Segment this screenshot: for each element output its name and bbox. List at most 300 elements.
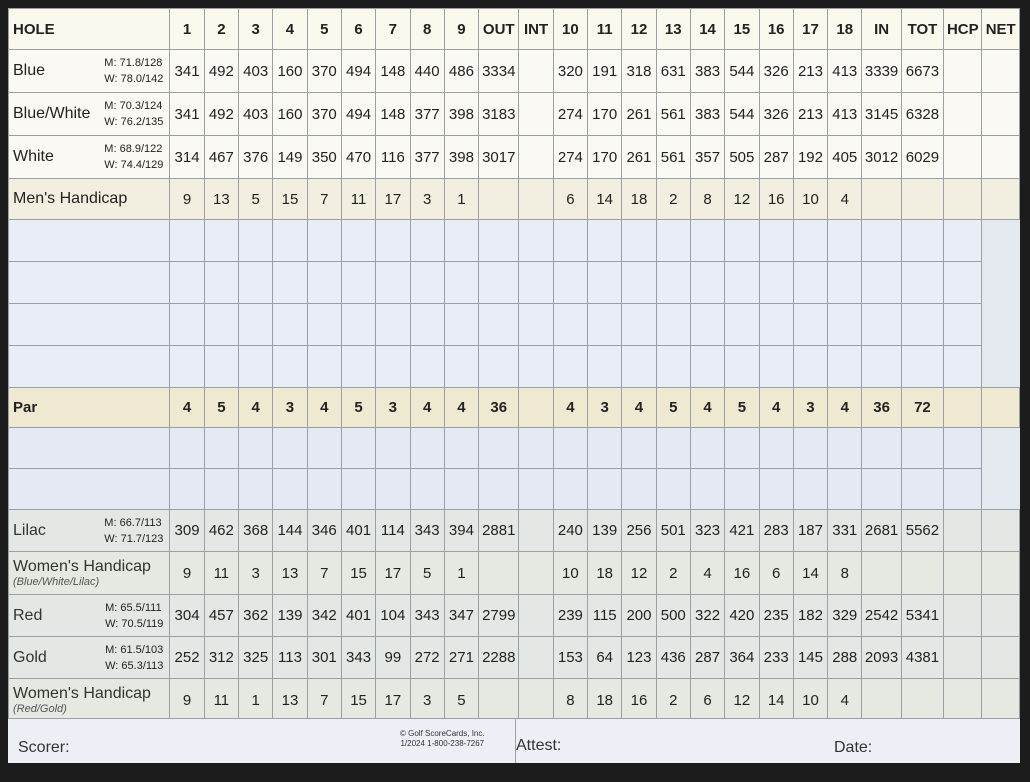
score-entry-cell[interactable]: [273, 304, 307, 346]
out-cell: 3334: [479, 50, 519, 93]
yardage-cell: 376: [239, 136, 273, 179]
score-entry-cell[interactable]: [410, 304, 444, 346]
score-entry-cell[interactable]: [239, 469, 273, 510]
tot-cell: 5341: [901, 595, 943, 637]
tee-row: [9, 50, 1020, 93]
score-entry-cell[interactable]: [725, 220, 759, 262]
score-entry-cell[interactable]: [341, 469, 375, 510]
hole-number: 17: [793, 9, 827, 50]
score-entry-cell[interactable]: [376, 428, 410, 469]
yardage-cell: 494: [341, 93, 375, 136]
score-entry-cell[interactable]: [725, 469, 759, 510]
yardage-cell: 486: [444, 50, 478, 93]
score-entry-cell[interactable]: [410, 262, 444, 304]
score-entry-cell[interactable]: [204, 469, 238, 510]
net-cell[interactable]: [982, 679, 1020, 722]
yardage-cell: 323: [690, 510, 724, 552]
yardage-cell: 492: [204, 93, 238, 136]
in-cell: [862, 552, 901, 595]
yardage-cell: 11: [341, 179, 375, 220]
yardage-cell: 4: [410, 388, 444, 428]
yardage-cell: 368: [239, 510, 273, 552]
tot-header: TOT: [901, 9, 943, 50]
handicap-title: Women's Handicap: [13, 685, 151, 703]
score-entry-cell[interactable]: [170, 262, 204, 304]
hcp-cell[interactable]: [944, 93, 982, 136]
score-entry-cell[interactable]: [410, 220, 444, 262]
int-cell[interactable]: [519, 679, 553, 722]
score-entry-cell[interactable]: [479, 346, 519, 388]
in-cell: 36: [862, 388, 901, 428]
yardage-cell: 3: [588, 388, 622, 428]
net-cell[interactable]: [982, 510, 1020, 552]
par-label: Par: [9, 388, 170, 428]
score-entry-cell[interactable]: [553, 469, 587, 510]
score-entry-cell[interactable]: [656, 262, 690, 304]
score-entry-cell[interactable]: [828, 304, 862, 346]
yardage-cell: 403: [239, 93, 273, 136]
yardage-cell: 500: [656, 595, 690, 637]
yardage-cell: 8: [553, 679, 587, 722]
score-entry-cell[interactable]: [519, 428, 553, 469]
tee-name: Blue/White: [13, 105, 91, 122]
yardage-cell: 470: [341, 136, 375, 179]
score-entry-cell[interactable]: [204, 346, 238, 388]
tee-rating: [105, 600, 163, 632]
score-entry-cell[interactable]: [622, 304, 656, 346]
yardage-cell: 239: [553, 595, 587, 637]
score-entry-cell[interactable]: [759, 469, 793, 510]
score-entry-cell[interactable]: [828, 428, 862, 469]
score-entry-cell[interactable]: [588, 346, 622, 388]
score-entry-cell[interactable]: [273, 346, 307, 388]
score-entry-cell[interactable]: [793, 469, 827, 510]
int-cell[interactable]: [519, 388, 553, 428]
score-entry-cell[interactable]: [759, 220, 793, 262]
tee-label: [9, 637, 170, 679]
yardage-cell: 252: [170, 637, 204, 679]
score-entry-cell[interactable]: [341, 428, 375, 469]
score-entry-cell[interactable]: [553, 346, 587, 388]
score-entry-cell[interactable]: [944, 428, 982, 469]
yardage-cell: 4: [239, 388, 273, 428]
hcp-cell[interactable]: [944, 637, 982, 679]
score-entry-cell[interactable]: [273, 220, 307, 262]
yardage-cell: 191: [588, 50, 622, 93]
score-entry-cell[interactable]: [944, 469, 982, 510]
score-entry-cell[interactable]: [376, 346, 410, 388]
attest-label: Attest:: [516, 737, 562, 754]
int-cell[interactable]: [519, 637, 553, 679]
score-entry-cell[interactable]: [479, 304, 519, 346]
yardage-cell: 6: [553, 179, 587, 220]
tee-rating: [104, 141, 163, 173]
score-entry-cell[interactable]: [444, 346, 478, 388]
score-entry-cell[interactable]: [553, 220, 587, 262]
score-entry-cell[interactable]: [273, 469, 307, 510]
score-entry-cell[interactable]: [690, 262, 724, 304]
hole-number: 16: [759, 9, 793, 50]
score-entry-cell[interactable]: [862, 304, 901, 346]
tee-row: [9, 595, 1020, 637]
score-entry-cell[interactable]: [622, 262, 656, 304]
score-entry-cell[interactable]: [170, 220, 204, 262]
int-cell[interactable]: [519, 50, 553, 93]
score-entry-cell[interactable]: [944, 262, 982, 304]
score-entry-cell[interactable]: [725, 346, 759, 388]
yardage-cell: 318: [622, 50, 656, 93]
score-entry-cell[interactable]: [444, 428, 478, 469]
scorecard-table: [8, 8, 1020, 722]
in-cell: 2681: [862, 510, 901, 552]
score-entry-cell[interactable]: [204, 220, 238, 262]
net-cell[interactable]: [982, 552, 1020, 595]
player-row: [9, 428, 1020, 469]
score-entry-cell[interactable]: [622, 220, 656, 262]
score-entry-cell[interactable]: [410, 346, 444, 388]
hole-label: HOLE: [9, 9, 170, 50]
yardage-cell: 394: [444, 510, 478, 552]
score-entry-cell[interactable]: [410, 428, 444, 469]
score-entry-cell[interactable]: [479, 469, 519, 510]
score-entry-cell[interactable]: [622, 428, 656, 469]
yardage-cell: 331: [828, 510, 862, 552]
player-name-cell[interactable]: [9, 262, 170, 304]
yardage-cell: 4: [690, 552, 724, 595]
score-entry-cell[interactable]: [725, 262, 759, 304]
int-cell[interactable]: [519, 93, 553, 136]
score-entry-cell[interactable]: [307, 346, 341, 388]
score-entry-cell[interactable]: [901, 428, 943, 469]
tot-cell: [901, 679, 943, 722]
player-name-cell[interactable]: [9, 469, 170, 510]
yardage-cell: 240: [553, 510, 587, 552]
out-cell: 36: [479, 388, 519, 428]
yardage-cell: 288: [828, 637, 862, 679]
yardage-cell: 5: [204, 388, 238, 428]
score-entry-cell[interactable]: [901, 220, 943, 262]
handicap-label: [9, 552, 170, 595]
yardage-cell: 5: [444, 679, 478, 722]
score-entry-cell[interactable]: [690, 304, 724, 346]
int-cell[interactable]: [519, 136, 553, 179]
yardage-cell: 7: [307, 552, 341, 595]
yardage-cell: 421: [725, 510, 759, 552]
yardage-cell: 256: [622, 510, 656, 552]
hcp-cell[interactable]: [944, 179, 982, 220]
score-entry-cell[interactable]: [656, 428, 690, 469]
score-entry-cell[interactable]: [862, 469, 901, 510]
tot-cell: 6328: [901, 93, 943, 136]
hole-number: 11: [588, 9, 622, 50]
yardage-cell: 7: [307, 179, 341, 220]
tee-label: [9, 93, 170, 136]
score-entry-cell[interactable]: [793, 304, 827, 346]
score-entry-cell[interactable]: [444, 304, 478, 346]
hcp-cell[interactable]: [944, 595, 982, 637]
int-cell[interactable]: [519, 510, 553, 552]
score-entry-cell[interactable]: [690, 428, 724, 469]
score-entry-cell[interactable]: [444, 469, 478, 510]
score-entry-cell[interactable]: [444, 262, 478, 304]
score-entry-cell[interactable]: [239, 428, 273, 469]
out-header: OUT: [479, 9, 519, 50]
hcp-cell[interactable]: [944, 50, 982, 93]
score-entry-cell[interactable]: [376, 469, 410, 510]
score-entry-cell[interactable]: [553, 262, 587, 304]
score-entry-cell[interactable]: [944, 220, 982, 262]
player-name-cell[interactable]: [9, 428, 170, 469]
score-entry-cell[interactable]: [862, 220, 901, 262]
hcp-cell[interactable]: [944, 510, 982, 552]
score-entry-cell[interactable]: [376, 304, 410, 346]
handicap-title: Women's Handicap: [13, 558, 151, 576]
yardage-cell: 3: [410, 179, 444, 220]
yardage-cell: 2: [656, 552, 690, 595]
hcp-cell[interactable]: [944, 552, 982, 595]
yardage-cell: 283: [759, 510, 793, 552]
score-entry-cell[interactable]: [828, 346, 862, 388]
score-entry-cell[interactable]: [239, 220, 273, 262]
yardage-cell: 398: [444, 93, 478, 136]
yardage-cell: 17: [376, 179, 410, 220]
player-name-cell[interactable]: [9, 220, 170, 262]
in-header: IN: [862, 9, 901, 50]
score-entry-cell[interactable]: [204, 304, 238, 346]
yardage-cell: 631: [656, 50, 690, 93]
score-entry-cell[interactable]: [307, 428, 341, 469]
yardage-cell: 346: [307, 510, 341, 552]
score-entry-cell[interactable]: [656, 304, 690, 346]
out-cell: 2288: [479, 637, 519, 679]
score-entry-cell[interactable]: [944, 346, 982, 388]
score-entry-cell[interactable]: [901, 304, 943, 346]
score-entry-cell[interactable]: [170, 304, 204, 346]
score-entry-cell[interactable]: [341, 220, 375, 262]
score-entry-cell[interactable]: [944, 304, 982, 346]
net-cell[interactable]: [982, 50, 1020, 93]
score-entry-cell[interactable]: [519, 346, 553, 388]
yardage-cell: 544: [725, 93, 759, 136]
net-cell[interactable]: [982, 595, 1020, 637]
score-entry-cell[interactable]: [828, 262, 862, 304]
score-entry-cell[interactable]: [622, 469, 656, 510]
score-entry-cell[interactable]: [519, 469, 553, 510]
tot-cell: [901, 179, 943, 220]
score-entry-cell[interactable]: [273, 428, 307, 469]
yardage-cell: 341: [170, 50, 204, 93]
tot-cell: 6673: [901, 50, 943, 93]
tee-row: [9, 510, 1020, 552]
yardage-cell: 326: [759, 93, 793, 136]
handicap-tees: (Blue/White/Lilac): [13, 576, 100, 589]
yardage-cell: 413: [828, 50, 862, 93]
yardage-cell: 561: [656, 136, 690, 179]
score-entry-cell[interactable]: [341, 346, 375, 388]
score-entry-cell[interactable]: [519, 220, 553, 262]
score-entry-cell[interactable]: [690, 469, 724, 510]
copyright-notice: [400, 729, 485, 749]
score-entry-cell[interactable]: [690, 220, 724, 262]
yardage-cell: 160: [273, 50, 307, 93]
yardage-cell: 492: [204, 50, 238, 93]
yardage-cell: 4: [759, 388, 793, 428]
score-entry-cell[interactable]: [690, 346, 724, 388]
score-entry-cell[interactable]: [479, 262, 519, 304]
score-entry-cell[interactable]: [793, 262, 827, 304]
yardage-cell: 12: [622, 552, 656, 595]
score-entry-cell[interactable]: [656, 469, 690, 510]
yardage-cell: 5: [725, 388, 759, 428]
date-label: Date:: [834, 739, 873, 756]
yardage-cell: 4: [622, 388, 656, 428]
hcp-cell[interactable]: [944, 679, 982, 722]
score-entry-cell[interactable]: [759, 304, 793, 346]
men-rating: M: 66.7/113: [104, 516, 162, 529]
score-entry-cell[interactable]: [553, 428, 587, 469]
score-entry-cell[interactable]: [759, 346, 793, 388]
yardage-cell: 271: [444, 637, 478, 679]
score-entry-cell[interactable]: [901, 469, 943, 510]
score-entry-cell[interactable]: [588, 428, 622, 469]
score-entry-cell[interactable]: [341, 262, 375, 304]
net-cell[interactable]: [982, 637, 1020, 679]
hcp-cell[interactable]: [944, 388, 982, 428]
yardage-cell: 325: [239, 637, 273, 679]
score-entry-cell[interactable]: [410, 469, 444, 510]
yardage-cell: 14: [793, 552, 827, 595]
hole-number: 5: [307, 9, 341, 50]
men-rating: M: 70.3/124: [104, 100, 163, 112]
yardage-cell: 160: [273, 93, 307, 136]
score-entry-cell[interactable]: [759, 428, 793, 469]
yardage-cell: 12: [725, 179, 759, 220]
net-cell[interactable]: [982, 179, 1020, 220]
hole-number: 15: [725, 9, 759, 50]
score-entry-cell[interactable]: [588, 469, 622, 510]
yardage-cell: 10: [553, 552, 587, 595]
yardage-cell: 457: [204, 595, 238, 637]
score-entry-cell[interactable]: [901, 346, 943, 388]
yardage-cell: 149: [273, 136, 307, 179]
score-entry-cell[interactable]: [307, 262, 341, 304]
yardage-cell: 153: [553, 637, 587, 679]
int-cell[interactable]: [519, 179, 553, 220]
int-cell[interactable]: [519, 595, 553, 637]
score-entry-cell[interactable]: [479, 220, 519, 262]
score-entry-cell[interactable]: [307, 220, 341, 262]
out-cell: [479, 179, 519, 220]
score-entry-cell[interactable]: [376, 220, 410, 262]
net-cell[interactable]: [982, 388, 1020, 428]
score-entry-cell[interactable]: [862, 262, 901, 304]
score-entry-cell[interactable]: [793, 220, 827, 262]
score-entry-cell[interactable]: [656, 346, 690, 388]
score-entry-cell[interactable]: [828, 469, 862, 510]
score-entry-cell[interactable]: [341, 304, 375, 346]
score-entry-cell[interactable]: [588, 262, 622, 304]
out-cell: 3183: [479, 93, 519, 136]
yardage-cell: 401: [341, 595, 375, 637]
score-entry-cell[interactable]: [588, 304, 622, 346]
in-cell: 3012: [862, 136, 901, 179]
tee-name: Gold: [13, 648, 47, 666]
score-entry-cell[interactable]: [444, 220, 478, 262]
score-entry-cell[interactable]: [204, 428, 238, 469]
score-entry-cell[interactable]: [239, 262, 273, 304]
score-entry-cell[interactable]: [862, 428, 901, 469]
player-name-cell[interactable]: [9, 346, 170, 388]
score-entry-cell[interactable]: [239, 346, 273, 388]
yardage-cell: 341: [170, 93, 204, 136]
net-cell[interactable]: [982, 93, 1020, 136]
score-entry-cell[interactable]: [656, 220, 690, 262]
yardage-cell: 343: [410, 595, 444, 637]
player-row: [9, 469, 1020, 510]
yardage-cell: 16: [759, 179, 793, 220]
score-entry-cell[interactable]: [273, 262, 307, 304]
womens-handicap-row: [9, 552, 1020, 595]
yardage-cell: 343: [341, 637, 375, 679]
yardage-cell: 440: [410, 50, 444, 93]
yardage-cell: 3: [376, 388, 410, 428]
yardage-cell: 18: [622, 179, 656, 220]
yardage-cell: 4: [170, 388, 204, 428]
player-row: [9, 304, 1020, 346]
yardage-cell: 287: [690, 637, 724, 679]
yardage-cell: 274: [553, 136, 587, 179]
score-entry-cell[interactable]: [376, 262, 410, 304]
score-entry-cell[interactable]: [725, 428, 759, 469]
yardage-cell: 11: [204, 552, 238, 595]
yardage-cell: 213: [793, 93, 827, 136]
score-entry-cell[interactable]: [588, 220, 622, 262]
yardage-cell: 3: [239, 552, 273, 595]
int-cell[interactable]: [519, 552, 553, 595]
score-entry-cell[interactable]: [793, 428, 827, 469]
score-entry-cell[interactable]: [862, 346, 901, 388]
score-entry-cell[interactable]: [519, 304, 553, 346]
score-entry-cell[interactable]: [519, 262, 553, 304]
hole-header-row: [9, 9, 1020, 50]
out-cell: [479, 679, 519, 722]
hcp-cell[interactable]: [944, 136, 982, 179]
score-entry-cell[interactable]: [170, 428, 204, 469]
score-entry-cell[interactable]: [307, 469, 341, 510]
par-row: [9, 388, 1020, 428]
score-entry-cell[interactable]: [307, 304, 341, 346]
score-entry-cell[interactable]: [204, 262, 238, 304]
score-entry-cell[interactable]: [553, 304, 587, 346]
yardage-cell: 383: [690, 93, 724, 136]
score-entry-cell[interactable]: [901, 262, 943, 304]
score-entry-cell[interactable]: [759, 262, 793, 304]
yardage-cell: 342: [307, 595, 341, 637]
player-name-cell[interactable]: [9, 304, 170, 346]
score-entry-cell[interactable]: [170, 469, 204, 510]
yardage-cell: 436: [656, 637, 690, 679]
women-rating: W: 65.3/113: [105, 659, 164, 672]
net-cell[interactable]: [982, 136, 1020, 179]
score-entry-cell[interactable]: [622, 346, 656, 388]
score-entry-cell[interactable]: [170, 346, 204, 388]
score-entry-cell[interactable]: [239, 304, 273, 346]
score-entry-cell[interactable]: [725, 304, 759, 346]
score-entry-cell[interactable]: [479, 428, 519, 469]
score-entry-cell[interactable]: [793, 346, 827, 388]
score-entry-cell[interactable]: [828, 220, 862, 262]
yardage-cell: 145: [793, 637, 827, 679]
